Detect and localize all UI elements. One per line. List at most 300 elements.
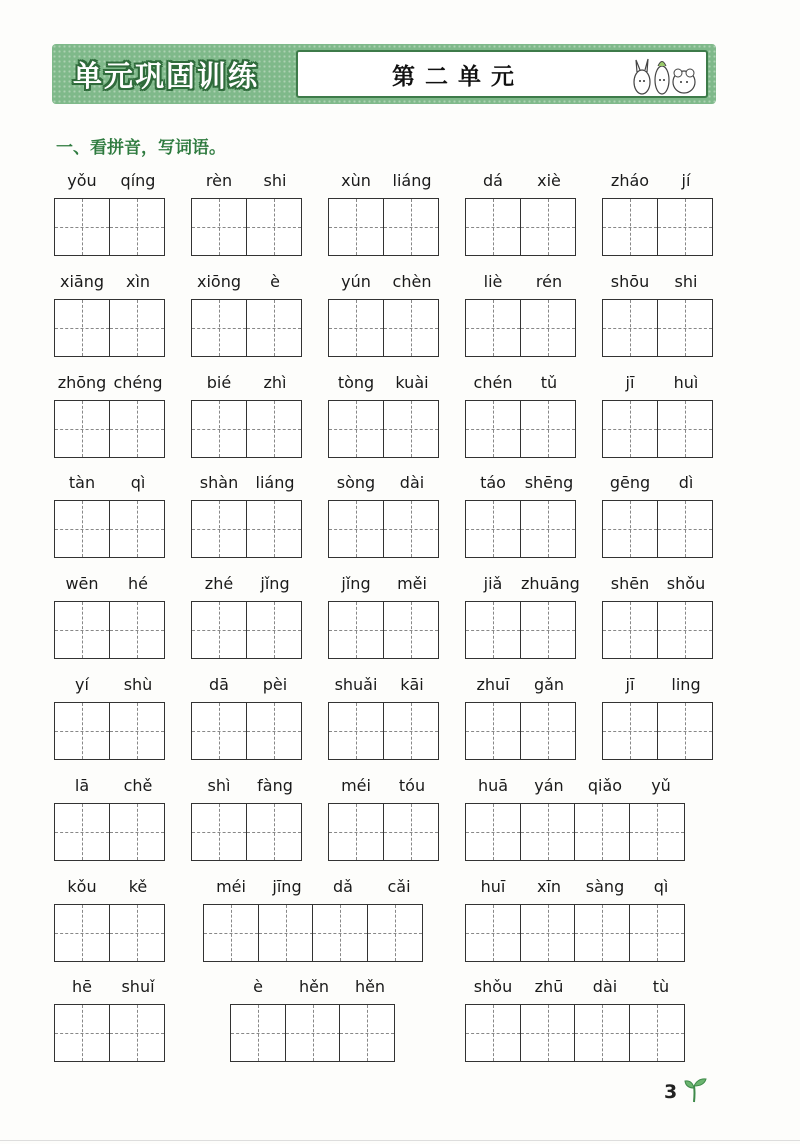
pinyin-syllable: qíng <box>120 171 156 190</box>
pinyin-syllable: pèi <box>262 675 288 694</box>
tianzige-grid <box>54 803 165 861</box>
pinyin-row <box>602 272 714 294</box>
word-item <box>191 171 303 257</box>
pinyin-syllable: cǎi <box>387 877 411 896</box>
section-title: 一、看拼音，写词语。 <box>56 138 226 158</box>
pinyin-syllable: jī <box>625 675 635 694</box>
word-item <box>465 776 689 862</box>
writing-cell[interactable] <box>465 601 521 659</box>
writing-cell[interactable] <box>657 500 713 558</box>
tianzige-grid <box>54 1004 165 1062</box>
writing-cell[interactable] <box>191 400 247 458</box>
tianzige-grid <box>54 400 165 458</box>
writing-cell[interactable] <box>383 299 439 357</box>
tianzige-grid <box>191 299 302 357</box>
word-item <box>602 473 714 559</box>
writing-cell[interactable] <box>367 904 423 962</box>
pinyin-row <box>191 272 303 294</box>
pinyin-syllable: dǎ <box>333 877 353 896</box>
pinyin-syllable: jiǎ <box>483 574 503 593</box>
pinyin-syllable: liè <box>483 272 503 291</box>
writing-cell[interactable] <box>328 803 384 861</box>
word-item <box>203 877 427 963</box>
writing-cell[interactable] <box>54 904 110 962</box>
pinyin-syllable: shuǐ <box>121 977 155 996</box>
word-item <box>328 675 440 761</box>
pinyin-row <box>602 171 714 193</box>
word-item <box>54 877 166 963</box>
tianzige-grid <box>328 198 439 256</box>
pinyin-syllable: jí <box>681 171 691 190</box>
tianzige-grid <box>328 299 439 357</box>
writing-cell[interactable] <box>328 198 384 256</box>
writing-cell[interactable] <box>657 198 713 256</box>
writing-cell[interactable] <box>109 803 165 861</box>
writing-cell[interactable] <box>383 198 439 256</box>
writing-cell[interactable] <box>574 904 630 962</box>
writing-cell[interactable] <box>465 500 521 558</box>
pinyin-syllable: tàn <box>68 473 96 492</box>
writing-cell[interactable] <box>465 299 521 357</box>
writing-cell[interactable] <box>383 702 439 760</box>
pinyin-row <box>602 373 714 395</box>
page-bottom-edge <box>0 1140 800 1141</box>
pinyin-syllable: shōu <box>610 272 650 291</box>
writing-cell[interactable] <box>109 702 165 760</box>
pinyin-row <box>328 171 440 193</box>
word-item <box>191 574 303 660</box>
writing-cell[interactable] <box>520 299 576 357</box>
pinyin-syllable: zhé <box>204 574 234 593</box>
tianzige-grid <box>54 601 165 659</box>
pinyin-row <box>465 373 577 395</box>
pinyin-syllable: huì <box>673 373 699 392</box>
pinyin-row <box>191 776 303 798</box>
pinyin-syllable: shēn <box>610 574 650 593</box>
tianzige-grid <box>328 400 439 458</box>
writing-cell[interactable] <box>629 803 685 861</box>
writing-cell[interactable] <box>328 400 384 458</box>
pinyin-syllable: qiǎo <box>587 776 623 795</box>
writing-cell[interactable] <box>191 198 247 256</box>
writing-cell[interactable] <box>465 1004 521 1062</box>
pinyin-syllable: yún <box>341 272 371 291</box>
word-item <box>191 675 303 761</box>
pinyin-syllable: tù <box>652 977 670 996</box>
pinyin-row <box>191 675 303 697</box>
pinyin-row <box>465 776 689 798</box>
pinyin-row <box>328 574 440 596</box>
tianzige-grid <box>328 601 439 659</box>
header-banner <box>52 44 716 104</box>
tianzige-grid <box>191 400 302 458</box>
pinyin-syllable: shì <box>207 776 231 795</box>
pinyin-syllable: xùn <box>341 171 371 190</box>
writing-cell[interactable] <box>230 1004 286 1062</box>
writing-cell[interactable] <box>54 601 110 659</box>
writing-cell[interactable] <box>465 198 521 256</box>
writing-cell[interactable] <box>629 904 685 962</box>
pinyin-syllable: rèn <box>205 171 233 190</box>
pinyin-row <box>54 977 166 999</box>
tianzige-grid <box>465 500 576 558</box>
pinyin-syllable: rén <box>535 272 563 291</box>
writing-cell[interactable] <box>520 400 576 458</box>
pinyin-row <box>465 877 689 899</box>
tianzige-grid <box>602 198 713 256</box>
writing-cell[interactable] <box>328 601 384 659</box>
writing-cell[interactable] <box>602 400 658 458</box>
pinyin-syllable: zhì <box>263 373 287 392</box>
tianzige-grid <box>465 803 685 861</box>
pinyin-row <box>328 473 440 495</box>
tianzige-grid <box>54 904 165 962</box>
writing-cell[interactable] <box>109 904 165 962</box>
pinyin-row <box>191 473 303 495</box>
writing-cell[interactable] <box>109 299 165 357</box>
tianzige-grid <box>191 702 302 760</box>
pinyin-row <box>328 373 440 395</box>
header-title: 单元巩固训练 <box>72 58 259 93</box>
pinyin-syllable: kě <box>128 877 148 896</box>
tianzige-grid <box>602 500 713 558</box>
word-item <box>465 473 577 559</box>
word-item <box>54 373 166 459</box>
word-item <box>328 171 440 257</box>
tianzige-grid <box>191 803 302 861</box>
word-item <box>465 272 577 358</box>
pinyin-syllable: zhū <box>534 977 564 996</box>
writing-cell[interactable] <box>328 702 384 760</box>
pinyin-row <box>465 171 577 193</box>
pinyin-syllable: chě <box>123 776 153 795</box>
pinyin-syllable: yǔ <box>651 776 671 795</box>
pinyin-row <box>54 675 166 697</box>
pinyin-syllable: shuǎi <box>334 675 378 694</box>
writing-cell[interactable] <box>328 500 384 558</box>
pinyin-row <box>191 574 303 596</box>
writing-cell[interactable] <box>246 500 302 558</box>
pinyin-row <box>191 373 303 395</box>
writing-cell[interactable] <box>109 198 165 256</box>
pinyin-syllable: jǐng <box>341 574 371 593</box>
pinyin-syllable: chéng <box>113 373 163 392</box>
pinyin-syllable: xiè <box>537 171 561 190</box>
tianzige-grid <box>328 803 439 861</box>
pinyin-syllable: jǐng <box>260 574 290 593</box>
pinyin-syllable: yán <box>534 776 564 795</box>
pinyin-row <box>54 776 166 798</box>
pinyin-syllable: hé <box>128 574 148 593</box>
word-item <box>230 977 398 1063</box>
word-item <box>465 171 577 257</box>
pinyin-syllable: dài <box>399 473 425 492</box>
pinyin-row <box>465 473 577 495</box>
pinyin-syllable: shù <box>123 675 153 694</box>
writing-cell[interactable] <box>191 500 247 558</box>
pinyin-syllable: zhuī <box>476 675 510 694</box>
word-item <box>602 675 714 761</box>
writing-cell[interactable] <box>328 299 384 357</box>
pinyin-syllable: shi <box>263 171 287 190</box>
pinyin-row <box>602 675 714 697</box>
pinyin-syllable: shǒu <box>473 977 513 996</box>
writing-cell[interactable] <box>520 803 576 861</box>
writing-cell[interactable] <box>191 601 247 659</box>
writing-cell[interactable] <box>246 198 302 256</box>
pinyin-row <box>203 877 427 899</box>
pinyin-row <box>465 574 580 596</box>
tianzige-grid <box>602 400 713 458</box>
writing-cell[interactable] <box>383 601 439 659</box>
tianzige-grid <box>54 299 165 357</box>
pinyin-syllable: méi <box>216 877 246 896</box>
pinyin-syllable: hěn <box>354 977 386 996</box>
writing-cell[interactable] <box>574 1004 630 1062</box>
unit-title: 第二单元 <box>392 63 524 90</box>
tianzige-grid <box>465 198 576 256</box>
pinyin-row <box>54 877 166 899</box>
writing-cell[interactable] <box>285 1004 341 1062</box>
writing-cell[interactable] <box>657 400 713 458</box>
word-item <box>602 373 714 459</box>
word-item <box>465 675 577 761</box>
tianzige-grid <box>465 299 576 357</box>
writing-cell[interactable] <box>246 803 302 861</box>
writing-cell[interactable] <box>629 1004 685 1062</box>
pinyin-syllable: fàng <box>257 776 293 795</box>
pinyin-syllable: kāi <box>400 675 424 694</box>
pinyin-syllable: xīn <box>536 877 562 896</box>
pinyin-syllable: jīng <box>272 877 302 896</box>
tianzige-grid <box>230 1004 395 1062</box>
writing-cell[interactable] <box>258 904 314 962</box>
writing-cell[interactable] <box>54 803 110 861</box>
writing-cell[interactable] <box>383 803 439 861</box>
page-number: 3 <box>664 1081 678 1103</box>
tianzige-grid <box>465 702 576 760</box>
word-item <box>328 473 440 559</box>
writing-cell[interactable] <box>657 601 713 659</box>
tianzige-grid <box>602 702 713 760</box>
pinyin-syllable: tòng <box>337 373 375 392</box>
pinyin-syllable: tǔ <box>540 373 558 392</box>
writing-cell[interactable] <box>109 1004 165 1062</box>
writing-cell[interactable] <box>109 400 165 458</box>
pinyin-syllable: qì <box>130 473 146 492</box>
writing-cell[interactable] <box>109 601 165 659</box>
pinyin-row <box>328 776 440 798</box>
word-item <box>328 272 440 358</box>
pinyin-syllable: shàn <box>199 473 239 492</box>
pinyin-syllable: gǎn <box>533 675 565 694</box>
pinyin-row <box>191 171 303 193</box>
pinyin-syllable: kǒu <box>67 877 97 896</box>
word-item <box>602 171 714 257</box>
writing-cell[interactable] <box>246 601 302 659</box>
word-item <box>54 776 166 862</box>
pinyin-syllable: xìn <box>125 272 151 291</box>
tianzige-grid <box>328 500 439 558</box>
word-item <box>54 675 166 761</box>
word-item <box>328 373 440 459</box>
tianzige-grid <box>465 1004 685 1062</box>
sprout-icon <box>684 1076 708 1104</box>
pinyin-syllable: měi <box>397 574 427 593</box>
pinyin-syllable: chèn <box>392 272 432 291</box>
pinyin-syllable: è <box>253 977 263 996</box>
writing-cell[interactable] <box>109 500 165 558</box>
writing-cell[interactable] <box>465 400 521 458</box>
writing-cell[interactable] <box>520 904 576 962</box>
vegetable-characters-icon <box>630 54 700 96</box>
tianzige-grid <box>54 500 165 558</box>
pinyin-row <box>54 373 166 395</box>
pinyin-syllable: chén <box>473 373 513 392</box>
writing-cell[interactable] <box>602 702 658 760</box>
word-item <box>191 776 303 862</box>
pinyin-row <box>465 977 689 999</box>
writing-cell[interactable] <box>54 400 110 458</box>
writing-cell[interactable] <box>246 400 302 458</box>
pinyin-syllable: kuài <box>395 373 429 392</box>
pinyin-row <box>230 977 398 999</box>
tianzige-grid <box>602 601 713 659</box>
writing-cell[interactable] <box>574 803 630 861</box>
pinyin-syllable: shi <box>674 272 698 291</box>
writing-cell[interactable] <box>383 400 439 458</box>
writing-cell[interactable] <box>54 1004 110 1062</box>
word-item <box>54 171 166 257</box>
writing-cell[interactable] <box>54 500 110 558</box>
pinyin-syllable: liáng <box>255 473 295 492</box>
pinyin-row <box>465 675 577 697</box>
word-item <box>54 977 166 1063</box>
writing-cell[interactable] <box>54 702 110 760</box>
word-item <box>328 574 440 660</box>
pinyin-syllable: shǒu <box>666 574 706 593</box>
pinyin-row <box>465 272 577 294</box>
pinyin-syllable: hē <box>72 977 92 996</box>
writing-cell[interactable] <box>520 500 576 558</box>
pinyin-row <box>54 473 166 495</box>
writing-cell[interactable] <box>383 500 439 558</box>
tianzige-grid <box>191 500 302 558</box>
word-item <box>465 373 577 459</box>
pinyin-syllable: xiāng <box>59 272 104 291</box>
writing-cell[interactable] <box>203 904 259 962</box>
writing-cell[interactable] <box>54 299 110 357</box>
word-item <box>602 574 714 660</box>
pinyin-row <box>602 473 714 495</box>
pinyin-syllable: ling <box>671 675 701 694</box>
writing-cell[interactable] <box>602 299 658 357</box>
pinyin-syllable: huī <box>480 877 506 896</box>
tianzige-grid <box>465 400 576 458</box>
writing-cell[interactable] <box>520 702 576 760</box>
writing-cell[interactable] <box>191 299 247 357</box>
pinyin-syllable: liáng <box>392 171 432 190</box>
pinyin-syllable: yǒu <box>67 171 97 190</box>
word-item <box>191 473 303 559</box>
pinyin-syllable: yí <box>75 675 89 694</box>
writing-cell[interactable] <box>602 198 658 256</box>
pinyin-syllable: jī <box>625 373 635 392</box>
pinyin-syllable: qì <box>653 877 669 896</box>
pinyin-syllable: hěn <box>298 977 330 996</box>
writing-cell[interactable] <box>246 299 302 357</box>
writing-cell[interactable] <box>339 1004 395 1062</box>
pinyin-syllable: táo <box>480 473 506 492</box>
tianzige-grid <box>54 198 165 256</box>
writing-cell[interactable] <box>602 500 658 558</box>
pinyin-syllable: huā <box>477 776 509 795</box>
writing-cell[interactable] <box>54 198 110 256</box>
pinyin-syllable: dài <box>592 977 618 996</box>
writing-cell[interactable] <box>191 702 247 760</box>
word-item <box>602 272 714 358</box>
writing-cell[interactable] <box>520 601 576 659</box>
pinyin-syllable: zhuāng <box>521 574 580 593</box>
pinyin-syllable: méi <box>341 776 371 795</box>
tianzige-grid <box>191 601 302 659</box>
header-subtitle-box <box>296 50 708 98</box>
pinyin-syllable: zháo <box>610 171 650 190</box>
pinyin-syllable: è <box>270 272 280 291</box>
tianzige-grid <box>328 702 439 760</box>
pinyin-syllable: tóu <box>398 776 426 795</box>
pinyin-syllable: dā <box>209 675 229 694</box>
pinyin-row <box>602 574 714 596</box>
pinyin-syllable: zhōng <box>57 373 107 392</box>
pinyin-syllable: xiōng <box>197 272 241 291</box>
pinyin-syllable: dì <box>678 473 694 492</box>
tianzige-grid <box>465 601 576 659</box>
pinyin-syllable: gēng <box>609 473 651 492</box>
pinyin-row <box>54 272 166 294</box>
pinyin-row <box>54 574 166 596</box>
pinyin-syllable: shēng <box>524 473 574 492</box>
word-item <box>465 574 580 660</box>
writing-cell[interactable] <box>520 1004 576 1062</box>
writing-cell[interactable] <box>520 198 576 256</box>
word-item <box>465 977 689 1063</box>
pinyin-row <box>328 675 440 697</box>
writing-cell[interactable] <box>246 702 302 760</box>
word-item <box>465 877 689 963</box>
writing-cell[interactable] <box>191 803 247 861</box>
writing-cell[interactable] <box>657 299 713 357</box>
writing-cell[interactable] <box>465 904 521 962</box>
writing-cell[interactable] <box>465 803 521 861</box>
writing-cell[interactable] <box>602 601 658 659</box>
pinyin-syllable: wēn <box>65 574 99 593</box>
tianzige-grid <box>54 702 165 760</box>
word-item <box>54 574 166 660</box>
writing-cell[interactable] <box>465 702 521 760</box>
writing-cell[interactable] <box>657 702 713 760</box>
pinyin-syllable: bié <box>206 373 232 392</box>
word-item <box>328 776 440 862</box>
tianzige-grid <box>465 904 685 962</box>
pinyin-row <box>328 272 440 294</box>
pinyin-syllable: dá <box>483 171 503 190</box>
word-item <box>54 272 166 358</box>
pinyin-syllable: sòng <box>336 473 376 492</box>
tianzige-grid <box>203 904 423 962</box>
word-item <box>191 272 303 358</box>
writing-cell[interactable] <box>312 904 368 962</box>
